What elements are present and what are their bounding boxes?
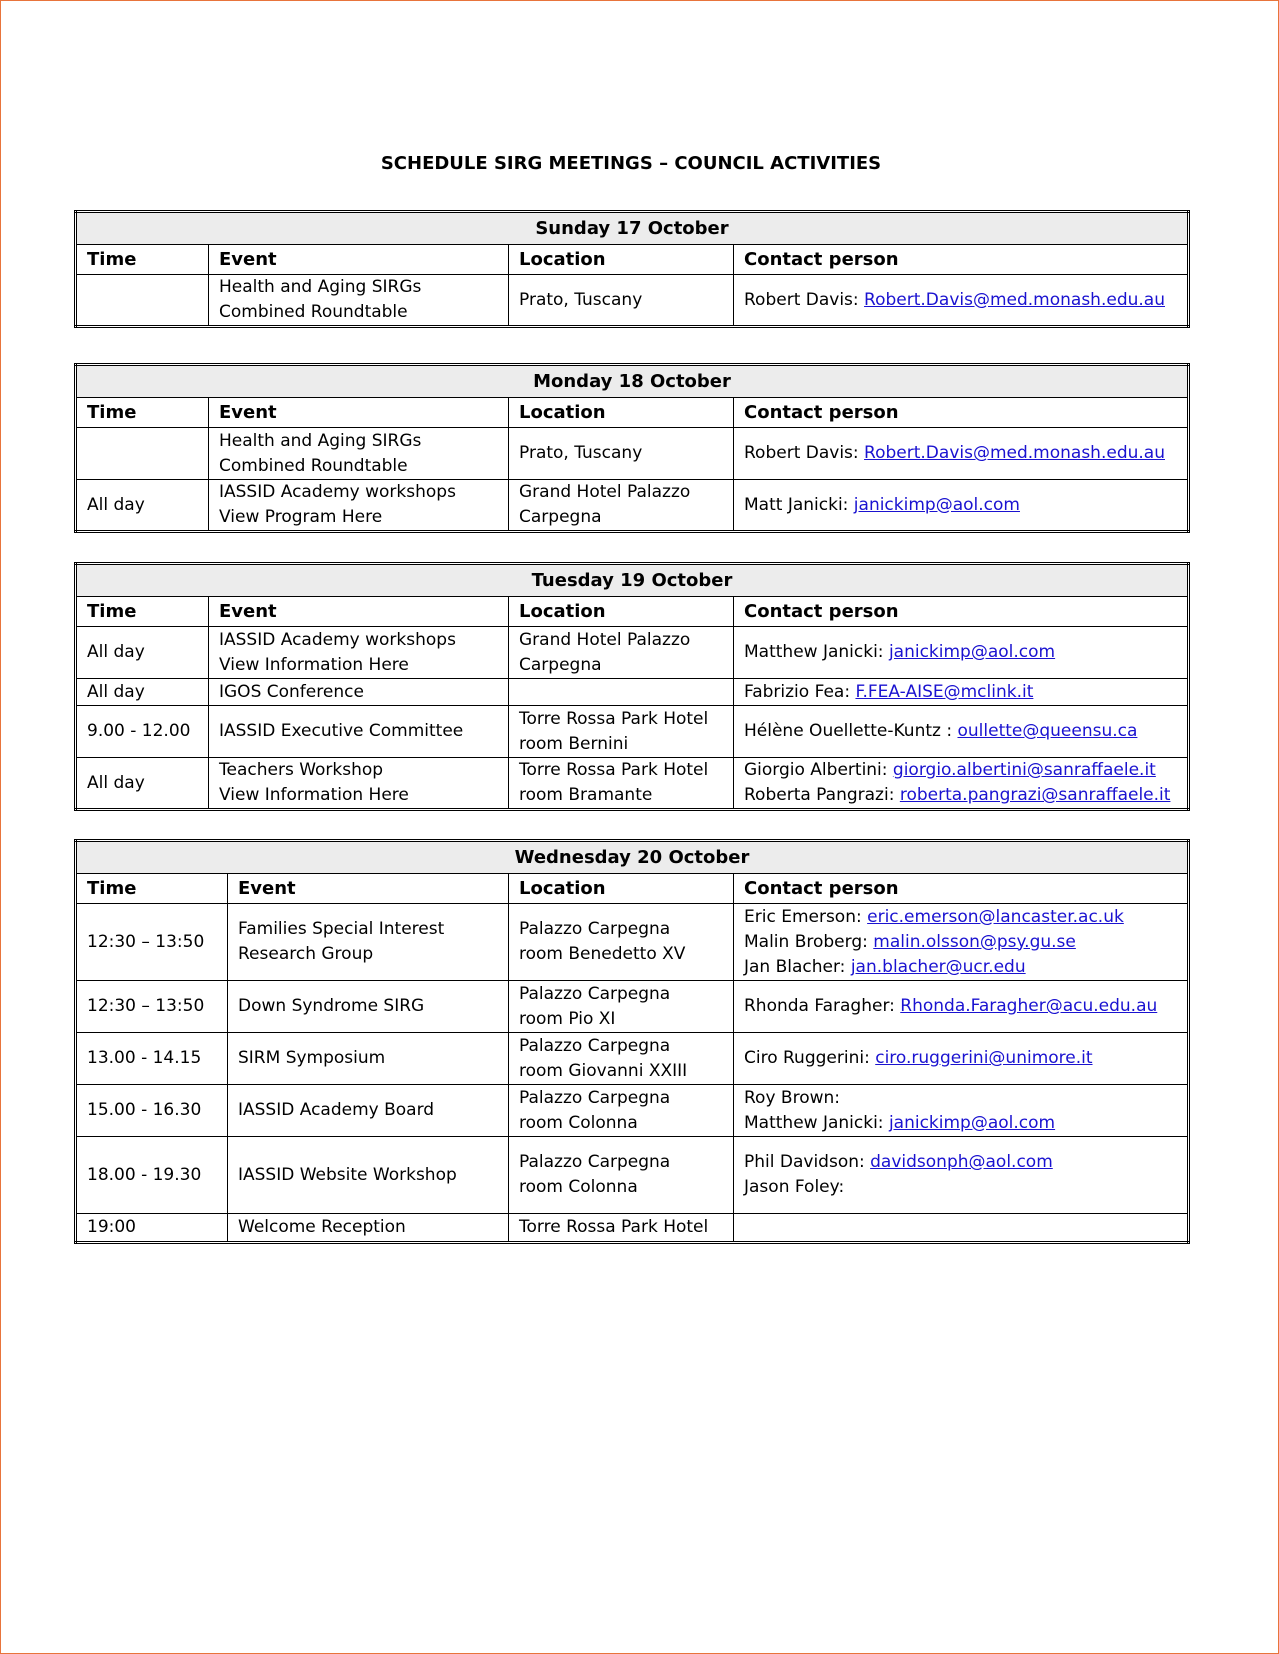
contact-person <box>744 1150 1177 1175</box>
email-link[interactable]: roberta.pangrazi@sanraffaele.it <box>899 785 1171 805</box>
contact-cell <box>734 480 1189 532</box>
day-heading: Monday 18 October <box>76 365 1189 398</box>
event-text: Families Special Interest <box>238 919 445 939</box>
contact-person <box>744 930 1177 955</box>
event-text: Welcome Reception <box>238 1217 406 1237</box>
schedule-table-day-2 <box>74 363 1190 533</box>
contact-name: Robert Davis: <box>744 289 865 310</box>
location-text: Palazzo Carpegna <box>519 1087 671 1108</box>
column-header-contact: Contact person <box>734 874 1189 904</box>
contact-name: Roberta Pangrazi: <box>744 785 900 805</box>
contact-person <box>744 955 1177 980</box>
email-link[interactable]: Robert.Davis@med.monash.edu.au <box>864 289 1165 310</box>
email-link[interactable]: janickimp@aol.com <box>888 1112 1056 1133</box>
contact-person <box>744 783 1177 808</box>
event-cell <box>209 679 509 706</box>
contact-cell <box>734 758 1189 810</box>
time-cell <box>76 428 209 480</box>
contact-name: Jason Foley: <box>744 1177 845 1197</box>
column-header-event: Event <box>209 398 509 428</box>
column-header-event: Event <box>228 874 509 904</box>
email-link[interactable]: oullette@queensu.ca <box>957 721 1138 741</box>
table-row <box>76 1137 1189 1214</box>
email-link[interactable]: malin.olsson@psy.gu.se <box>873 931 1076 952</box>
email-link[interactable]: jan.blacher@ucr.edu <box>850 956 1026 977</box>
contact-cell <box>734 981 1189 1033</box>
column-header-contact: Contact person <box>734 245 1189 275</box>
event-cell <box>209 627 509 679</box>
event-text: Teachers Workshop <box>219 760 384 780</box>
contact-person <box>744 1111 1177 1136</box>
contact-name: Giorgio Albertini: <box>744 760 893 780</box>
location-text: Prato, Tuscany <box>519 443 643 463</box>
table-row <box>76 706 1189 758</box>
column-header-time: Time <box>76 874 228 904</box>
location-cell <box>509 480 734 532</box>
event-cell <box>228 1085 509 1137</box>
view-information-link[interactable]: View Information Here <box>219 654 409 675</box>
event-text: IASSID Executive Committee <box>219 721 464 741</box>
column-header-event: Event <box>209 245 509 275</box>
event-cell <box>209 706 509 758</box>
column-header-contact: Contact person <box>734 597 1189 627</box>
location-cell <box>509 758 734 810</box>
event-cell <box>228 1033 509 1085</box>
contact-cell <box>734 428 1189 480</box>
schedule-table-day-1 <box>74 210 1190 328</box>
email-link[interactable]: janickimp@aol.com <box>853 494 1020 515</box>
table-row <box>76 275 1189 327</box>
day-heading: Tuesday 19 October <box>76 564 1189 597</box>
time-cell: All day <box>76 758 209 810</box>
schedule-table-day-3 <box>74 562 1190 811</box>
contact-cell <box>734 1033 1189 1085</box>
contact-name: Matthew Janicki: <box>744 1112 889 1133</box>
view-information-link[interactable]: View Program Here <box>219 507 383 527</box>
event-cell <box>228 1137 509 1214</box>
event-text: IASSID Academy workshops <box>219 482 456 502</box>
location-cell <box>509 1033 734 1085</box>
time-cell <box>76 275 209 327</box>
location-cell <box>509 679 734 706</box>
column-header-location: Location <box>509 398 734 428</box>
contact-cell <box>734 275 1189 327</box>
table-row <box>76 627 1189 679</box>
event-cell <box>209 428 509 480</box>
contact-name: Jan Blacher: <box>744 956 851 977</box>
location-text: Torre Rossa Park Hotel <box>519 1217 709 1237</box>
contact-name: Roy Brown: <box>744 1087 840 1108</box>
contact-person <box>744 1086 1177 1111</box>
location-text: room Benedetto XV <box>519 944 686 964</box>
email-link[interactable]: davidsonph@aol.com <box>870 1152 1053 1172</box>
contact-person <box>744 719 1177 744</box>
location-cell <box>509 706 734 758</box>
location-text: Grand Hotel Palazzo <box>519 482 691 502</box>
contact-person <box>744 905 1177 930</box>
table-row <box>76 981 1189 1033</box>
event-cell <box>209 758 509 810</box>
contact-name: Matthew Janicki: <box>744 642 889 662</box>
contact-person <box>744 493 1177 518</box>
event-text: Combined Roundtable <box>219 302 408 322</box>
location-cell <box>509 428 734 480</box>
location-text: Carpegna <box>519 654 602 675</box>
time-cell: 15.00 - 16.30 <box>76 1085 228 1137</box>
table-row <box>76 1214 1189 1243</box>
event-cell <box>209 480 509 532</box>
location-text: Prato, Tuscany <box>519 289 643 310</box>
location-cell <box>509 981 734 1033</box>
contact-person <box>744 994 1177 1019</box>
email-link[interactable]: ciro.ruggerini@unimore.it <box>875 1048 1093 1068</box>
email-link[interactable]: F.FEA-AISE@mclink.it <box>855 681 1034 702</box>
contact-name: Matt Janicki: <box>744 494 854 515</box>
location-text: Torre Rossa Park Hotel <box>519 760 709 780</box>
event-cell <box>228 1214 509 1243</box>
column-header-location: Location <box>509 597 734 627</box>
table-row <box>76 904 1189 981</box>
event-text: IGOS Conference <box>219 681 364 702</box>
table-row <box>76 428 1189 480</box>
event-text: Health and Aging SIRGs <box>219 430 422 451</box>
contact-person <box>744 1175 1177 1200</box>
contact-name: Eric Emerson: <box>744 906 868 927</box>
time-cell: 12:30 – 13:50 <box>76 981 228 1033</box>
location-text: room Pio XI <box>519 1008 616 1029</box>
event-cell <box>228 904 509 981</box>
column-header-time: Time <box>76 245 209 275</box>
location-text: Grand Hotel Palazzo <box>519 629 691 650</box>
contact-name: Rhonda Faragher: <box>744 996 901 1016</box>
time-cell: All day <box>76 679 209 706</box>
time-cell: All day <box>76 627 209 679</box>
time-cell: 18.00 - 19.30 <box>76 1137 228 1214</box>
contact-cell <box>734 706 1189 758</box>
contact-name: Ciro Ruggerini: <box>744 1048 876 1068</box>
contact-name: Phil Davidson: <box>744 1152 871 1172</box>
event-text: IASSID Academy Board <box>238 1100 435 1120</box>
contact-person <box>744 441 1177 466</box>
contact-cell <box>734 1085 1189 1137</box>
location-text: Palazzo Carpegna <box>519 983 671 1004</box>
contact-cell <box>734 1137 1189 1214</box>
event-text: IASSID Website Workshop <box>238 1164 457 1185</box>
email-link[interactable]: eric.emerson@lancaster.ac.uk <box>867 906 1124 927</box>
contact-name: Hélène Ouellette-Kuntz : <box>744 721 958 741</box>
contact-cell <box>734 627 1189 679</box>
table-row <box>76 679 1189 706</box>
event-cell <box>228 981 509 1033</box>
location-text: room Bramante <box>519 785 653 805</box>
contact-person <box>744 758 1177 783</box>
column-header-time: Time <box>76 398 209 428</box>
contact-cell <box>734 1214 1189 1243</box>
email-link[interactable]: giorgio.albertini@sanraffaele.it <box>892 760 1156 780</box>
event-text: Health and Aging SIRGs <box>219 277 422 297</box>
email-link[interactable]: Robert.Davis@med.monash.edu.au <box>864 443 1165 463</box>
event-text: IASSID Academy workshops <box>219 629 456 650</box>
location-text: Palazzo Carpegna <box>519 1152 671 1172</box>
table-row <box>76 480 1189 532</box>
location-cell <box>509 1085 734 1137</box>
time-cell: 19:00 <box>76 1214 228 1243</box>
time-cell: 13.00 - 14.15 <box>76 1033 228 1085</box>
contact-person <box>744 640 1177 665</box>
location-text: room Giovanni XXIII <box>519 1060 688 1081</box>
view-information-link[interactable]: View Information Here <box>219 785 409 805</box>
event-text: SIRM Symposium <box>238 1048 386 1068</box>
location-text: Palazzo Carpegna <box>519 919 671 939</box>
event-text: Down Syndrome SIRG <box>238 996 425 1016</box>
email-link[interactable]: janickimp@aol.com <box>888 642 1056 662</box>
time-cell: 12:30 – 13:50 <box>76 904 228 981</box>
location-text: room Colonna <box>519 1112 638 1133</box>
contact-cell <box>734 904 1189 981</box>
day-heading: Sunday 17 October <box>76 212 1189 245</box>
table-row <box>76 758 1189 810</box>
location-cell <box>509 1137 734 1214</box>
location-cell <box>509 627 734 679</box>
time-cell: All day <box>76 480 209 532</box>
location-cell <box>509 275 734 327</box>
contact-name: Malin Broberg: <box>744 931 874 952</box>
contact-name: Robert Davis: <box>744 443 865 463</box>
contact-person <box>744 680 1177 705</box>
location-cell <box>509 904 734 981</box>
document-title: SCHEDULE SIRG MEETINGS – COUNCIL ACTIVITIES <box>380 153 882 174</box>
location-text: room Colonna <box>519 1177 638 1197</box>
column-header-contact: Contact person <box>734 398 1189 428</box>
event-text: Combined Roundtable <box>219 455 408 476</box>
contact-name: Fabrizio Fea: <box>744 681 856 702</box>
day-heading: Wednesday 20 October <box>76 841 1189 874</box>
contact-cell <box>734 679 1189 706</box>
column-header-location: Location <box>509 245 734 275</box>
location-text: room Bernini <box>519 733 629 754</box>
table-row <box>76 1033 1189 1085</box>
contact-person <box>744 288 1177 313</box>
email-link[interactable]: Rhonda.Faragher@acu.edu.au <box>900 996 1158 1016</box>
schedule-table-day-4 <box>74 839 1190 1244</box>
contact-person <box>744 1046 1177 1071</box>
location-cell <box>509 1214 734 1243</box>
column-header-time: Time <box>76 597 209 627</box>
table-row <box>76 1085 1189 1137</box>
event-cell <box>209 275 509 327</box>
location-text: Carpegna <box>519 507 602 527</box>
column-header-location: Location <box>509 874 734 904</box>
location-text: Torre Rossa Park Hotel <box>519 708 709 729</box>
column-header-event: Event <box>209 597 509 627</box>
time-cell: 9.00 - 12.00 <box>76 706 209 758</box>
event-text: Research Group <box>238 944 374 964</box>
location-text: Palazzo Carpegna <box>519 1035 671 1056</box>
